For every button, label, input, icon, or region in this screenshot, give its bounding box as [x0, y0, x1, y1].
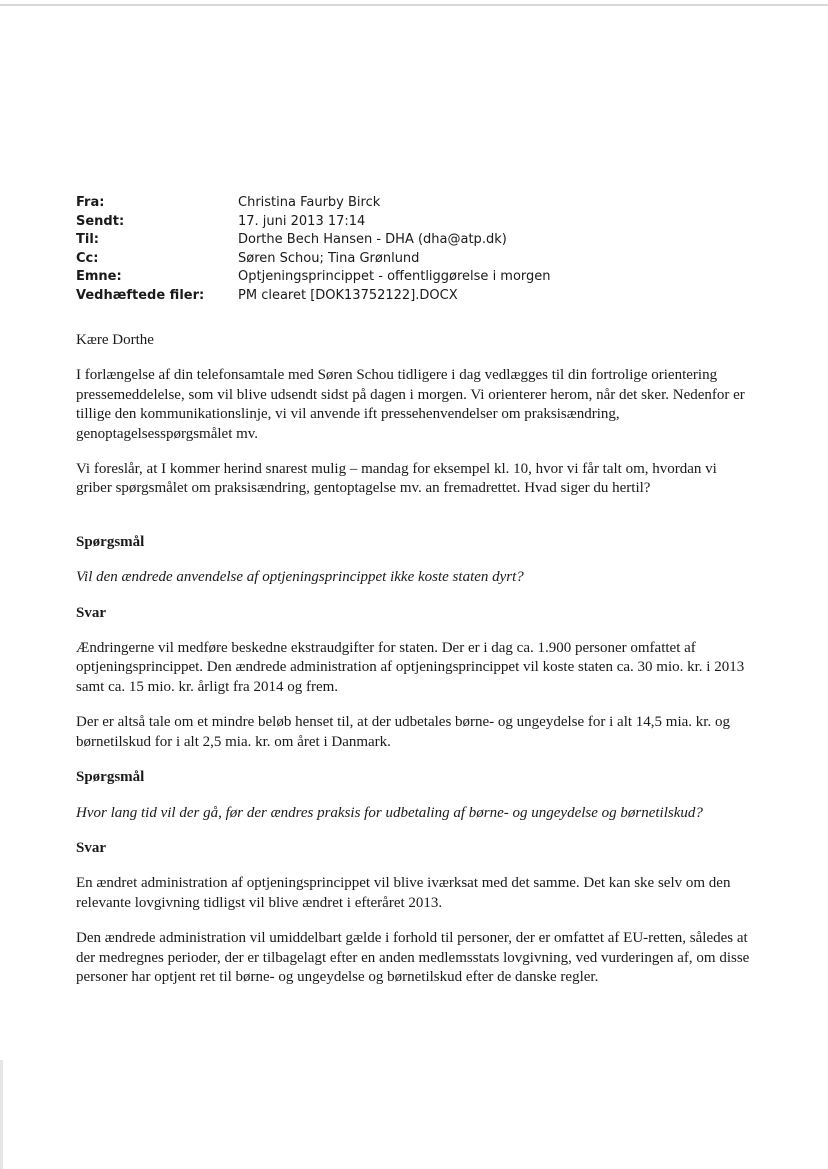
answer-1-heading: Svar	[76, 604, 106, 621]
greeting: Kære Dorthe	[76, 332, 154, 348]
header-row-cc	[76, 250, 796, 269]
header-row-attachments	[76, 287, 796, 306]
sent-label: Sendt:	[76, 213, 125, 229]
subject-value: Optjeningsprincippet - offentliggørelse i morgen	[238, 269, 551, 285]
cc-label: Cc:	[76, 250, 99, 266]
answer-2-heading: Svar	[76, 839, 106, 856]
header-row-sent	[76, 213, 796, 232]
body-paragraph-2: Vi foreslår, at I kommer herind snarest mulig – mandag for eksempel kl. 10, hvor vi får talt om, hvordan vi griber spørgsmålet om praksisændring, gentoptagelse mv. an fremadrettet. Hvad siger du hertil?	[76, 461, 717, 497]
attachments-value: PM clearet [DOK13752122].DOCX	[238, 287, 458, 303]
attachments-label: Vedhæftede filer:	[76, 287, 205, 303]
from-value: Christina Faurby Birck	[238, 195, 381, 210]
email-body	[76, 331, 756, 1003]
question-1-text: Vil den ændrede anvendelse af optjeningsprincippet ikke koste staten dyrt?	[76, 569, 524, 586]
scan-edge-shadow	[0, 1060, 3, 1169]
answer-2-paragraph-1: En ændret administration af optjeningsprincippet vil blive iværksat med det samme. Det kan ske selv om den relevante lovgivning tidligst vil blive ændret i efteråret 2013.	[76, 875, 731, 911]
sent-value: 17. juni 2013 17:14	[238, 213, 366, 229]
cc-value: Søren Schou; Tina Grønlund	[238, 250, 420, 266]
answer-1-paragraph-1: Ændringerne vil medføre beskedne ekstraudgifter for staten. Der er i dag ca. 1.900 personer omfattet af optjeningsprincippet. Den ændrede administration af optjeningsprincippet vil koste staten ca. 30 mio. kr. i 2013 samt ca. 15 mio. kr. årligt fra 2014 og frem.	[76, 640, 745, 695]
answer-1-paragraph-2: Der er altså tale om et mindre beløb henset til, at der udbetales børne- og ungeydelse for i alt 14,5 mia. kr. og børnetilskud for i alt 2,5 mia. kr. om året i Danmark.	[76, 714, 730, 750]
to-label: Til:	[76, 232, 99, 248]
question-2-heading: Spørgsmål	[76, 769, 145, 786]
question-1-heading: Spørgsmål	[76, 533, 145, 550]
subject-label: Emne:	[76, 269, 122, 285]
body-paragraph-1: I forlængelse af din telefonsamtale med Søren Schou tidligere i dag vedlægges til din fortrolige orientering pressemeddelelse, som vil blive udsendt sidst på dagen i morgen. Vi orienterer herom, når det sker. Nedenfor er tillige den kommunikationslinje, vi vil anvende ift pressehenvendelser om praksisændring, genoptagelsesspørgsmålet mv.	[76, 367, 745, 442]
header-row-from	[76, 194, 796, 213]
question-2-text: Hvor lang tid vil der gå, før der ændres praksis for udbetaling af børne- og ungeydelse og børnetilskud?	[76, 804, 703, 821]
header-row-to	[76, 231, 796, 250]
answer-2-paragraph-2: Den ændrede administration vil umiddelbart gælde i forhold til personer, der er omfattet af EU-retten, således at der medregnes perioder, der er tilbagelagt efter en anden medlemsstats lovgivning, ved vurderingen af, om disse personer har optjent ret til børne- og ungeydelse og børnetilskud efter de danske regler.	[76, 930, 750, 985]
from-label: Fra:	[76, 195, 105, 210]
header-row-subject	[76, 268, 796, 287]
scan-edge-line	[0, 4, 828, 6]
email-header	[76, 194, 796, 306]
to-value: Dorthe Bech Hansen - DHA (dha@atp.dk)	[238, 232, 507, 248]
